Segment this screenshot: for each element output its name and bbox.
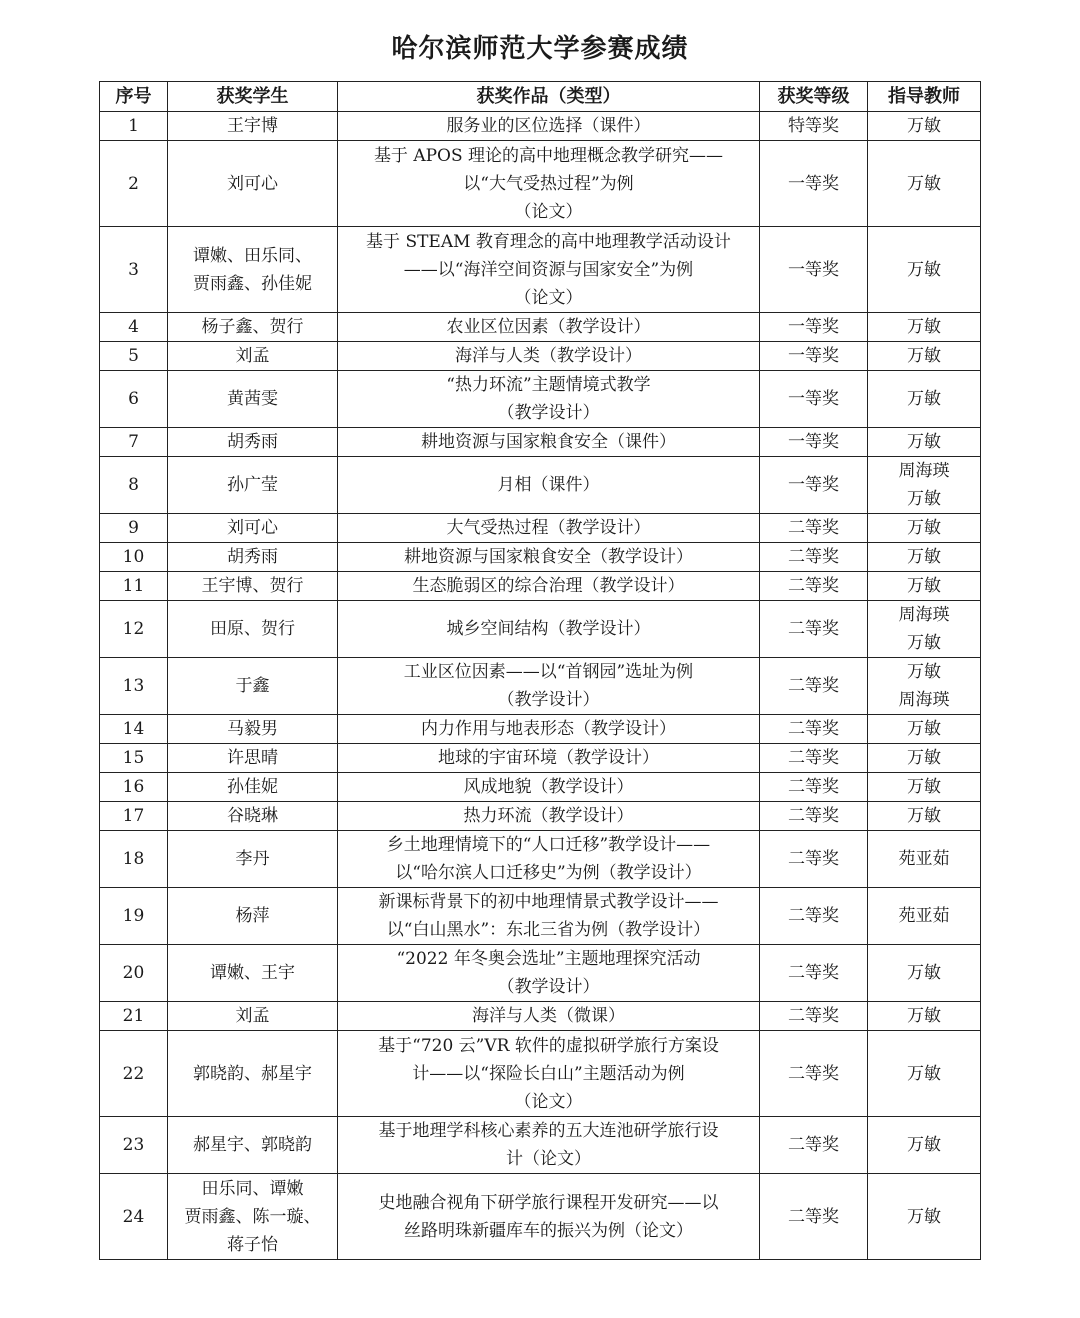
work-cell-line: 耕地资源与国家粮食安全（课件）: [421, 432, 676, 452]
level-cell: 二等奖: [760, 1174, 868, 1260]
student-cell-line: 黄茜雯: [227, 389, 278, 409]
row-number: 13: [100, 658, 168, 715]
table-row: [100, 802, 981, 831]
student-cell-line: 郝星宇、郭晓韵: [193, 1135, 312, 1155]
level-cell: 一等奖: [760, 428, 868, 457]
table-row: [100, 141, 981, 227]
student-cell-line: 刘可心: [227, 173, 278, 194]
teacher-cell-line: 苑亚茹: [898, 849, 950, 869]
row-number: 14: [100, 715, 168, 744]
student-cell: [168, 945, 338, 1002]
work-cell: [338, 1002, 760, 1031]
row-number: 17: [100, 802, 168, 831]
work-cell: [338, 371, 760, 428]
work-cell-line: 基于“720 云”VR 软件的虚拟研学旅行方案设: [378, 1035, 719, 1056]
work-cell-line: 基于 STEAM 教育理念的高中地理教学活动设计: [366, 231, 731, 252]
teacher-cell: [868, 715, 981, 744]
student-cell-line: 孙广莹: [227, 475, 278, 495]
teacher-cell-line: 周海瑛: [898, 605, 950, 625]
work-cell-line: 新课标背景下的初中地理情景式教学设计——: [378, 892, 719, 912]
student-cell-line: 田乐同、谭嫩: [201, 1178, 304, 1199]
teacher-cell-line: 万敏: [907, 963, 941, 983]
table-row: [100, 514, 981, 543]
row-number: 3: [100, 227, 168, 313]
teacher-cell-line: 万敏: [907, 806, 941, 826]
teacher-cell-line: 万敏: [907, 259, 941, 280]
teacher-cell: [868, 227, 981, 313]
teacher-cell: [868, 658, 981, 715]
row-number: 11: [100, 572, 168, 601]
student-cell: [168, 141, 338, 227]
student-cell: [168, 888, 338, 945]
table-row: [100, 1031, 981, 1117]
table-row: [100, 112, 981, 141]
work-cell: [338, 457, 760, 514]
work-cell-line: ——以“海洋空间资源与国家安全”为例: [403, 259, 694, 280]
student-cell-line: 刘孟: [235, 1006, 270, 1026]
row-number: 10: [100, 543, 168, 572]
teacher-cell-line: 万敏: [907, 489, 941, 509]
level-cell: 特等奖: [760, 112, 868, 141]
work-cell: [338, 601, 760, 658]
student-cell: [168, 744, 338, 773]
student-cell: [168, 658, 338, 715]
level-cell: 二等奖: [760, 1002, 868, 1031]
teacher-cell: [868, 773, 981, 802]
table-row: [100, 1002, 981, 1031]
teacher-cell-line: 万敏: [907, 1206, 941, 1227]
level-cell: 一等奖: [760, 141, 868, 227]
teacher-cell-line: 万敏: [907, 777, 941, 797]
table-row: [100, 572, 981, 601]
teacher-cell-line: 万敏: [907, 547, 941, 567]
work-cell-line: 以“白山黑水”：东北三省为例（教学设计）: [386, 920, 711, 940]
student-cell: [168, 428, 338, 457]
work-cell-line: 服务业的区位选择（课件）: [446, 116, 651, 136]
student-cell-line: 贾雨鑫、陈一璇、: [184, 1206, 321, 1227]
student-cell-line: 王宇博、贺行: [201, 576, 304, 596]
student-cell-line: 杨萍: [235, 906, 270, 926]
teacher-cell: [868, 428, 981, 457]
level-cell: 二等奖: [760, 1031, 868, 1117]
level-cell: 二等奖: [760, 715, 868, 744]
row-number: 2: [100, 141, 168, 227]
student-cell: [168, 601, 338, 658]
student-cell: [168, 342, 338, 371]
student-cell-line: 胡秀雨: [227, 432, 278, 452]
work-cell: [338, 658, 760, 715]
table-row: [100, 428, 981, 457]
teacher-cell: [868, 744, 981, 773]
student-cell: [168, 802, 338, 831]
work-cell-line: 以“哈尔滨人口迁移史”为例（教学设计）: [395, 863, 702, 883]
student-cell: [168, 773, 338, 802]
student-cell-line: 刘可心: [227, 518, 278, 538]
work-cell-line: 丝路明珠新疆库车的振兴为例（论文）: [404, 1220, 693, 1241]
work-cell-line: （教学设计）: [497, 977, 600, 997]
level-cell: 二等奖: [760, 572, 868, 601]
student-cell-line: 刘孟: [235, 346, 270, 366]
header-student: 获奖学生: [168, 82, 338, 112]
table-row: [100, 371, 981, 428]
student-cell-line: 蒋子怡: [227, 1234, 278, 1255]
teacher-cell: [868, 514, 981, 543]
table-row: [100, 658, 981, 715]
work-cell: [338, 342, 760, 371]
level-cell: 二等奖: [760, 1117, 868, 1174]
teacher-cell-line: 万敏: [907, 1063, 941, 1084]
table-row: [100, 945, 981, 1002]
student-cell: [168, 457, 338, 514]
work-cell: [338, 831, 760, 888]
work-cell: [338, 227, 760, 313]
teacher-cell-line: 万敏: [907, 748, 941, 768]
teacher-cell-line: 万敏: [907, 576, 941, 596]
level-cell: 二等奖: [760, 514, 868, 543]
student-cell: [168, 112, 338, 141]
table-row: [100, 342, 981, 371]
student-cell: [168, 715, 338, 744]
teacher-cell-line: 万敏: [907, 346, 941, 366]
level-cell: 一等奖: [760, 457, 868, 514]
work-cell-line: “热力环流”主题情境式教学: [446, 375, 651, 395]
level-cell: 二等奖: [760, 802, 868, 831]
award-table-body: [100, 112, 981, 1260]
teacher-cell-line: 万敏: [907, 633, 941, 653]
row-number: 18: [100, 831, 168, 888]
teacher-cell: [868, 457, 981, 514]
work-cell-line: 热力环流（教学设计）: [463, 806, 634, 826]
teacher-cell-line: 万敏: [907, 719, 941, 739]
row-number: 1: [100, 112, 168, 141]
row-number: 21: [100, 1002, 168, 1031]
teacher-cell-line: 万敏: [907, 1135, 941, 1155]
student-cell: [168, 1174, 338, 1260]
work-cell-line: 风成地貌（教学设计）: [463, 777, 634, 797]
table-row: [100, 543, 981, 572]
work-cell: [338, 1117, 760, 1174]
teacher-cell-line: 万敏: [907, 173, 941, 194]
award-table: [99, 81, 981, 1260]
table-row: [100, 715, 981, 744]
student-cell-line: 郭晓韵、郝星宇: [193, 1063, 312, 1084]
level-cell: 二等奖: [760, 831, 868, 888]
work-cell-line: 工业区位因素——以“首钢园”选址为例: [403, 662, 694, 682]
student-cell: [168, 1117, 338, 1174]
work-cell-line: 农业区位因素（教学设计）: [446, 317, 651, 337]
page-title: 哈尔滨师范大学参赛成绩: [391, 34, 689, 64]
work-cell: [338, 744, 760, 773]
row-number: 15: [100, 744, 168, 773]
work-cell: [338, 313, 760, 342]
student-cell: [168, 313, 338, 342]
work-cell: [338, 112, 760, 141]
header-work: 获奖作品（类型）: [338, 82, 760, 112]
teacher-cell: [868, 1002, 981, 1031]
teacher-cell: [868, 945, 981, 1002]
row-number: 8: [100, 457, 168, 514]
work-cell-line: 乡土地理情境下的“人口迁移”教学设计——: [386, 835, 711, 855]
student-cell-line: 田原、贺行: [210, 619, 295, 639]
student-cell: [168, 227, 338, 313]
work-cell: [338, 802, 760, 831]
row-number: 9: [100, 514, 168, 543]
teacher-cell: [868, 888, 981, 945]
teacher-cell: [868, 342, 981, 371]
row-number: 19: [100, 888, 168, 945]
student-cell: [168, 543, 338, 572]
row-number: 16: [100, 773, 168, 802]
header-level: 获奖等级: [760, 82, 868, 112]
header-teacher: 指导教师: [868, 82, 981, 112]
header-no: 序号: [100, 82, 168, 112]
table-row: [100, 1174, 981, 1260]
teacher-cell-line: 万敏: [907, 389, 941, 409]
work-cell-line: 史地融合视角下研学旅行课程开发研究——以: [378, 1192, 719, 1213]
row-number: 23: [100, 1117, 168, 1174]
work-cell: [338, 1031, 760, 1117]
teacher-cell: [868, 1174, 981, 1260]
level-cell: 一等奖: [760, 227, 868, 313]
teacher-cell-line: 万敏: [907, 317, 941, 337]
work-cell-line: （教学设计）: [497, 403, 600, 423]
work-cell-line: 海洋与人类（教学设计）: [455, 346, 642, 366]
student-cell-line: 谭嫩、王宇: [210, 963, 295, 983]
row-number: 12: [100, 601, 168, 658]
work-cell: [338, 945, 760, 1002]
work-cell-line: 内力作用与地表形态（教学设计）: [421, 719, 676, 739]
teacher-cell: [868, 141, 981, 227]
work-cell-line: 基于 APOS 理论的高中地理概念教学研究——: [373, 145, 724, 166]
work-cell-line: 海洋与人类（微课）: [472, 1006, 625, 1026]
table-row: [100, 457, 981, 514]
teacher-cell: [868, 371, 981, 428]
teacher-cell: [868, 1031, 981, 1117]
work-cell: [338, 514, 760, 543]
student-cell: [168, 1031, 338, 1117]
student-cell-line: 杨子鑫、贺行: [201, 317, 304, 337]
work-cell: [338, 773, 760, 802]
work-cell-line: （论文）: [514, 201, 583, 222]
work-cell: [338, 715, 760, 744]
teacher-cell-line: 万敏: [907, 518, 941, 538]
work-cell-line: （论文）: [514, 1091, 583, 1112]
teacher-cell-line: 万敏: [907, 116, 941, 136]
level-cell: 二等奖: [760, 658, 868, 715]
row-number: 24: [100, 1174, 168, 1260]
work-cell: [338, 1174, 760, 1260]
row-number: 5: [100, 342, 168, 371]
work-cell-line: （论文）: [514, 287, 583, 308]
teacher-cell-line: 周海瑛: [898, 461, 950, 481]
level-cell: 二等奖: [760, 744, 868, 773]
teacher-cell: [868, 543, 981, 572]
table-row: [100, 773, 981, 802]
teacher-cell-line: 万敏: [907, 1006, 941, 1026]
student-cell-line: 谷晓琳: [227, 806, 278, 826]
student-cell: [168, 1002, 338, 1031]
student-cell-line: 孙佳妮: [227, 777, 278, 797]
work-cell-line: 计（论文）: [506, 1149, 591, 1169]
work-cell: [338, 428, 760, 457]
table-row: [100, 888, 981, 945]
table-row: [100, 227, 981, 313]
level-cell: 二等奖: [760, 543, 868, 572]
student-cell-line: 谭嫩、田乐同、: [193, 245, 312, 266]
level-cell: 二等奖: [760, 773, 868, 802]
work-cell-line: 地球的宇宙环境（教学设计）: [438, 748, 659, 768]
teacher-cell: [868, 601, 981, 658]
work-cell-line: 基于地理学科核心素养的五大连池研学旅行设: [378, 1121, 719, 1141]
teacher-cell: [868, 313, 981, 342]
header-row: [100, 82, 981, 112]
work-cell-line: “2022 年冬奥会选址”主题地理探究活动: [396, 949, 701, 969]
teacher-cell: [868, 572, 981, 601]
student-cell-line: 胡秀雨: [227, 547, 278, 567]
table-row: [100, 313, 981, 342]
student-cell-line: 于鑫: [235, 676, 270, 696]
student-cell: [168, 831, 338, 888]
row-number: 7: [100, 428, 168, 457]
work-cell-line: 生态脆弱区的综合治理（教学设计）: [412, 576, 685, 596]
student-cell: [168, 371, 338, 428]
level-cell: 一等奖: [760, 371, 868, 428]
work-cell-line: 大气受热过程（教学设计）: [446, 518, 651, 538]
row-number: 4: [100, 313, 168, 342]
student-cell-line: 马毅男: [227, 719, 278, 739]
teacher-cell-line: 周海瑛: [898, 690, 950, 710]
work-cell-line: 计——以“探险长白山”主题活动为例: [412, 1063, 685, 1084]
level-cell: 二等奖: [760, 888, 868, 945]
work-cell: [338, 888, 760, 945]
table-row: [100, 601, 981, 658]
work-cell-line: 耕地资源与国家粮食安全（教学设计）: [404, 547, 693, 567]
student-cell: [168, 572, 338, 601]
row-number: 20: [100, 945, 168, 1002]
teacher-cell: [868, 112, 981, 141]
work-cell-line: 以“大气受热过程”为例: [463, 173, 634, 194]
student-cell-line: 王宇博: [227, 116, 278, 136]
level-cell: 二等奖: [760, 945, 868, 1002]
teacher-cell-line: 苑亚茹: [898, 906, 950, 926]
level-cell: 一等奖: [760, 342, 868, 371]
table-row: [100, 831, 981, 888]
row-number: 22: [100, 1031, 168, 1117]
work-cell-line: 月相（课件）: [497, 475, 600, 495]
level-cell: 二等奖: [760, 601, 868, 658]
table-row: [100, 744, 981, 773]
work-cell: [338, 543, 760, 572]
table-row: [100, 1117, 981, 1174]
teacher-cell: [868, 802, 981, 831]
work-cell: [338, 572, 760, 601]
student-cell: [168, 514, 338, 543]
teacher-cell-line: 万敏: [907, 432, 941, 452]
row-number: 6: [100, 371, 168, 428]
teacher-cell-line: 万敏: [907, 662, 941, 682]
teacher-cell: [868, 1117, 981, 1174]
student-cell-line: 李丹: [235, 849, 270, 869]
teacher-cell: [868, 831, 981, 888]
student-cell-line: 许思晴: [227, 748, 278, 768]
student-cell-line: 贾雨鑫、孙佳妮: [193, 273, 312, 294]
work-cell: [338, 141, 760, 227]
work-cell-line: 城乡空间结构（教学设计）: [446, 619, 651, 639]
work-cell-line: （教学设计）: [497, 690, 600, 710]
level-cell: 一等奖: [760, 313, 868, 342]
